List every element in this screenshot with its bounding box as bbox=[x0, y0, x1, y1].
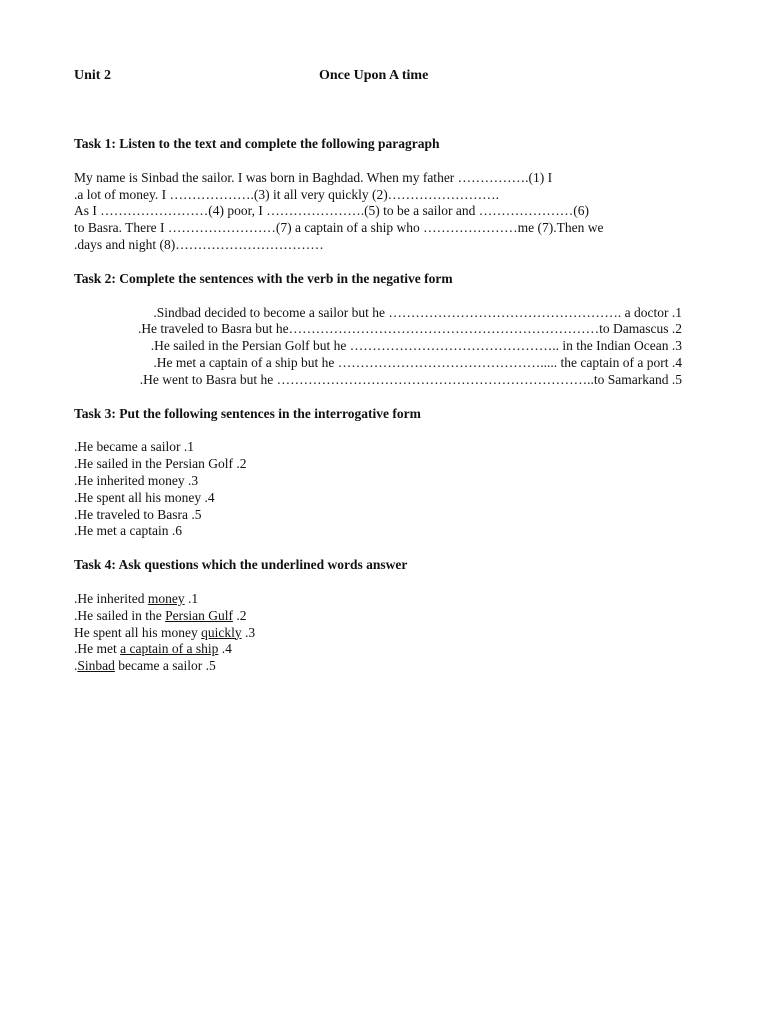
list-item: .He spent all his money .4 bbox=[74, 489, 215, 505]
underlined-word: money bbox=[147, 590, 185, 606]
item-number: .4 bbox=[218, 641, 232, 657]
task1-line: to Basra. There I ……………………(7) a captain of a ship who …………………me (7).Then we bbox=[74, 220, 604, 236]
task2-heading: Task 2: Complete the sentences with the verb in the negative form bbox=[74, 270, 453, 286]
item-text: .He met bbox=[74, 641, 121, 657]
list-item bbox=[74, 625, 686, 642]
list-item: .He sailed in the Persian Golf .2 bbox=[74, 456, 247, 472]
underlined-word: Sinbad bbox=[77, 658, 115, 674]
list-item: .He became a sailor .1 bbox=[74, 439, 194, 455]
list-item: .Sindbad decided to become a sailor but he ……………………………………………. a doctor .1 bbox=[153, 304, 682, 320]
list-item bbox=[74, 641, 686, 658]
task3-heading: Task 3: Put the following sentences in the interrogative form bbox=[74, 405, 421, 421]
item-text: .He inherited bbox=[74, 590, 148, 606]
task3-list bbox=[74, 439, 686, 540]
item-number: became a sailor .5 bbox=[114, 658, 216, 674]
task1-line: .days and night (8)…………………………… bbox=[74, 236, 324, 252]
item-text: .He sailed in the bbox=[74, 607, 166, 623]
list-item: .He inherited money .3 bbox=[74, 472, 199, 488]
underlined-word: quickly bbox=[201, 624, 242, 640]
list-item bbox=[74, 658, 686, 675]
list-item: .He met a captain .6 bbox=[74, 523, 182, 539]
task1-line: My name is Sinbad the sailor. I was born in Baghdad. When my father …………….(1) I bbox=[74, 169, 553, 185]
task4-heading: Task 4: Ask questions which the underlined words answer bbox=[74, 557, 408, 573]
list-item: .He met a captain of a ship but he ………………………………………..... the captain of a port .4 bbox=[153, 354, 682, 370]
list-item bbox=[74, 591, 686, 608]
item-text: . bbox=[74, 658, 78, 674]
item-text: He spent all his money bbox=[74, 624, 202, 640]
item-number: .2 bbox=[232, 607, 247, 623]
page-title: Once Upon A time bbox=[319, 68, 429, 83]
task1-line: As I ……………………(4) poor, I ………………….(5) to be a sailor and …………………(6) bbox=[74, 203, 590, 219]
task1-heading: Task 1: Listen to the text and complete the following paragraph bbox=[74, 136, 440, 151]
item-number: .3 bbox=[241, 624, 256, 640]
list-item bbox=[74, 608, 686, 625]
item-number: .1 bbox=[184, 590, 199, 606]
task1-line: .a lot of money. I ……………….(3) it all very quickly (2)……………………. bbox=[74, 186, 500, 202]
list-item: .He traveled to Basra .5 bbox=[74, 506, 202, 522]
worksheet-content bbox=[74, 136, 686, 675]
underlined-word: a captain of a ship bbox=[120, 641, 219, 657]
unit-label: Unit 2 bbox=[74, 68, 111, 83]
list-item: .He traveled to Basra but he……………………………………………………………to Damascus .2 bbox=[137, 321, 682, 337]
page-header bbox=[74, 68, 694, 88]
list-item: .He went to Basra but he ……………………………………………………………..to Samarkand .5 bbox=[139, 371, 682, 387]
list-item: .He sailed in the Persian Golf but he ……………………………………….. in the Indian Ocean .3 bbox=[150, 338, 682, 354]
task4-list bbox=[74, 591, 686, 675]
underlined-word: Persian Gulf bbox=[165, 607, 233, 623]
task1-paragraph bbox=[74, 170, 686, 254]
task2-list bbox=[74, 305, 682, 389]
